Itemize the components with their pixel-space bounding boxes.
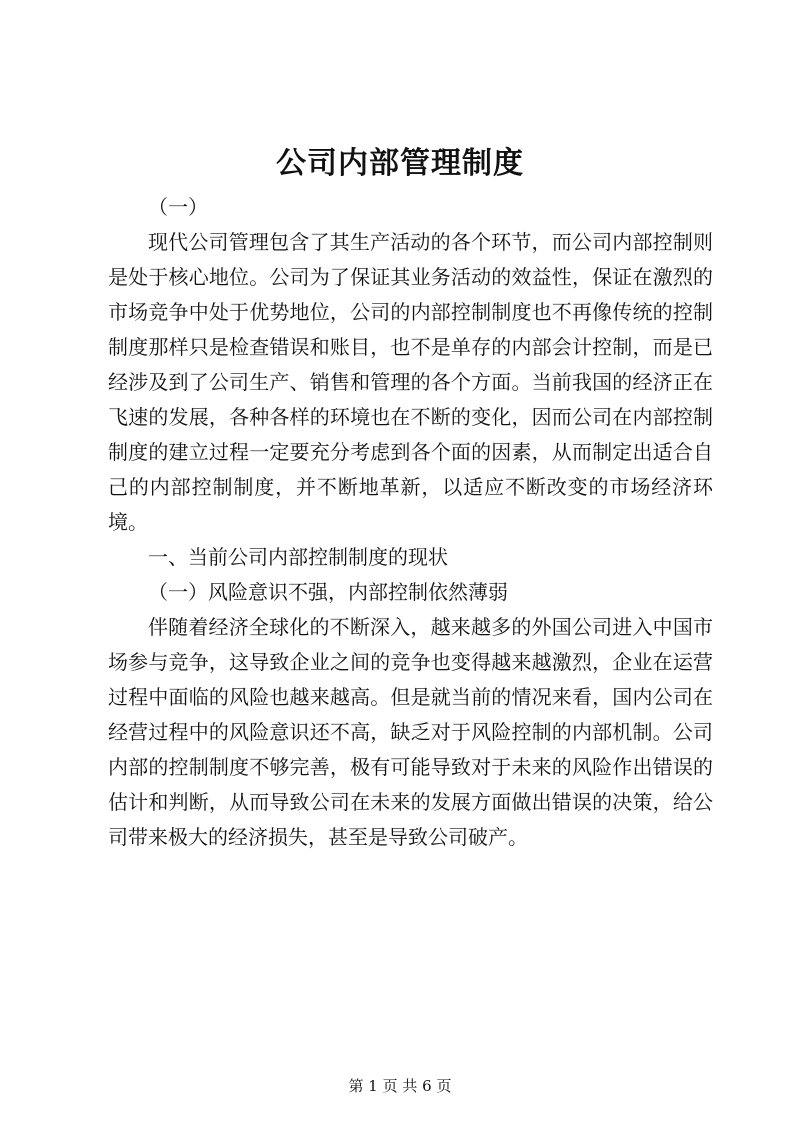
- paragraph-intro: 现代公司管理包含了其生产活动的各个环节，而公司内部控制则是处于核心地位。公司为了保证其业务活动的效益性，保证在激烈的市场竞争中处于优势地位，公司的内部控制制度也不再像传统的控制制度那样只是检查错误和账目，也不是单存的内部会计控制，而是已经涉及到了公司生产、销售和管理的各个方面。当前我国的经济正在飞速的发展，各种各样的环境也在不断的变化，因而公司在内部控制制度的建立过程一定要充分考虑到各个面的因素，从而制定出适合自己的内部控制制度，并不断地革新，以适应不断改变的市场经济环境。: [108, 230, 713, 534]
- section-heading: 一、当前公司内部控制制度的现状: [148, 545, 448, 569]
- paragraph-risk: 伴随着经济全球化的不断深入，越来越多的外国公司进入中国市场参与竞争，这导致企业之间的竞争也变得越来越激烈，企业在运营过程中面临的风险也越来越高。但是就当前的情况来看，国内公司在经营过程中的风险意识还不高，缺乏对于风险控制的内部机制。公司内部的控制制度不够完善，极有可能导致对于未来的风险作出错误的估计和判断，从而导致公司在未来的发展方面做出错误的决策，给公司带来极大的经济损失，甚至是导致公司破产。: [108, 615, 713, 849]
- section-number: （一）: [148, 195, 208, 219]
- document-body: [108, 190, 713, 855]
- document-title: 公司内部管理制度: [276, 146, 524, 181]
- page-footer: 第 1 页 共 6 页: [348, 1077, 452, 1095]
- subsection-heading: （一）风险意识不强，内部控制依然薄弱: [148, 580, 508, 604]
